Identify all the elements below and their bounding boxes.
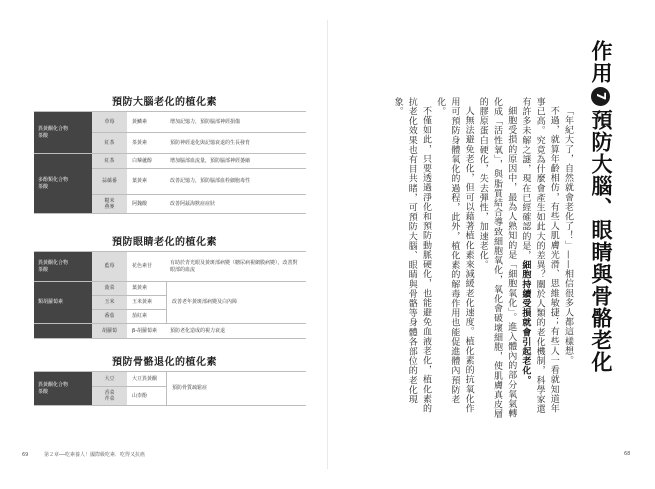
heading-text: 預防大腦、眼睛與骨骼老化 xyxy=(589,109,613,373)
section-title-eye: 預防眼睛老化的植化素 xyxy=(112,237,217,248)
cell-compound: 玉米黃素 xyxy=(132,299,153,306)
table-row xyxy=(92,154,306,169)
left-page-footer xyxy=(22,451,145,458)
cell-compound: 阿魏酸 xyxy=(132,200,148,207)
paragraph: 人無法避免老化，但可以藉著植化素來減緩老化速度。植化素的抗氧化作用可預防身體氧化的過程，此外，植化素的解毒作用也能促進體內預防老化。 xyxy=(435,97,474,414)
page-gutter xyxy=(327,20,328,469)
paragraph: 不僅如此，只要透過淨化和預防動脈硬化，也能避免血液老化，植化素的抗老化效果也有目共睹，可預防大腦、眼睛與骨骼等身體各部位的老化現象。 xyxy=(392,97,431,414)
table-row xyxy=(92,195,306,214)
table-row xyxy=(92,310,166,324)
table-row xyxy=(92,252,306,282)
cell-compound: 茶黃素 xyxy=(132,139,148,146)
running-footer: 第２章──吃素養人！國際級吃素．吃得又抗癌 xyxy=(43,452,145,458)
group-label: 多酚類化合物 茶酸 xyxy=(34,154,92,214)
table-row xyxy=(92,169,306,195)
table-bone xyxy=(34,371,306,406)
heading-prefix: 作用 xyxy=(589,40,613,84)
cell-effect-shared: 預防骨質疏鬆症 xyxy=(166,372,306,406)
cell-compound: 花色素苷 xyxy=(132,263,153,270)
cell-compound: 茄紅素 xyxy=(132,313,148,320)
table-eye xyxy=(34,251,306,339)
cell-compound: 葉黃素 xyxy=(132,178,148,185)
section-title-brain: 預防大腦老化的植化素 xyxy=(112,97,217,108)
cell-source: 番茄 xyxy=(92,310,128,323)
page-number-right: 68 xyxy=(624,451,631,457)
page-number-left: 69 xyxy=(22,452,29,458)
group-label: 類胡蘿蔔素 xyxy=(34,282,92,324)
cell-source: 香菜 芹菜 xyxy=(92,387,128,405)
cell-source: 玉米 xyxy=(92,296,128,309)
cell-compound: 山柰酚 xyxy=(132,392,148,399)
cell-effect: 預防老化造成的視力衰退 xyxy=(170,327,226,334)
cell-source: 菠菜 xyxy=(92,282,128,295)
group-label: 異黃酮化合物 茶酸 xyxy=(34,372,92,406)
group-label: 異黃酮化合物 茶酸 xyxy=(34,252,92,282)
table-row xyxy=(92,324,306,339)
cell-compound: 黃鱗素 xyxy=(132,118,148,125)
table-group xyxy=(34,251,306,282)
table-group xyxy=(34,324,306,339)
cell-source: 糙米 燕麥 xyxy=(92,195,128,213)
cell-source: 大豆 xyxy=(92,372,128,386)
chapter-heading xyxy=(590,40,611,380)
cell-source: 紅茶 xyxy=(92,133,128,153)
paragraph: 「年紀大了，自然就會老化了！」——相信很多人都這樣想。 xyxy=(563,106,573,366)
cell-compound: β-胡蘿蔔素 xyxy=(132,327,157,334)
cell-compound: 大豆異黃酮 xyxy=(132,375,158,382)
cell-effect: 增加腦部血流量，預防腦部神經萎縮 xyxy=(170,157,251,164)
table-group xyxy=(34,371,306,406)
table-row xyxy=(92,282,166,296)
cell-source: 胡蘿蔔 xyxy=(92,324,128,338)
cell-compound: 白藜蘆醇 xyxy=(132,157,153,164)
cell-effect: 預防神經退化與記憶衰退的生長發育 xyxy=(170,139,251,146)
table-row xyxy=(92,296,166,310)
section-title-bone: 預防骨骼退化的植化素 xyxy=(112,357,217,368)
table-row xyxy=(92,133,306,154)
cell-source: 草莓 xyxy=(92,112,128,132)
table-group xyxy=(34,282,306,324)
cell-source: 藍莓 xyxy=(92,252,128,281)
paragraph: 細胞受損的原因中，最為人熟知的是「細胞氧化」。進入體內的部分氧氣轉化成「活性氧」，與脂質結合導致細胞氧化，氧化會破壞細胞，使肌膚真皮層的膠原蛋白硬化，失去彈性，加速老化。 xyxy=(477,97,517,419)
cell-effect: 有助於青光眼及黃斑部病變（糖尿病視網膜病變），改善對眼部的血流 xyxy=(170,260,298,273)
cell-source: 蒜蘊番 xyxy=(92,169,128,194)
cell-effect-shared: 改善老年黃斑部病變及白內障 xyxy=(166,282,306,324)
table-group xyxy=(34,111,306,154)
cell-effect: 改善記憶力，預防腦部血栓細胞毒性 xyxy=(170,178,251,185)
table-row xyxy=(92,112,306,133)
heading-number-badge: 7 xyxy=(591,87,610,106)
emphasis-text: 細胞持續受損就會引起老化。 xyxy=(520,260,531,386)
cell-source: 紅茶 xyxy=(92,154,128,168)
group-label xyxy=(34,324,92,339)
table-brain xyxy=(34,111,306,214)
paragraph: 不過，就算年齡相仿，有些人肌膚光滑、思維敏捷；有些人一看就知道年事已高。究竟為什麼會產生如此大的差異？關於人類的老化機制，科學家還有許多未解之謎，現在已經確認的是，細胞持續受損就會引起老化。 xyxy=(520,97,559,414)
group-label: 異黃酮化合物 茶酸 xyxy=(34,112,92,154)
table-row xyxy=(92,372,166,387)
cell-effect: 增加記憶力，預防腦部神經損傷 xyxy=(170,118,241,125)
table-group xyxy=(34,154,306,214)
table-row xyxy=(92,387,166,406)
body-text xyxy=(370,97,575,419)
cell-effect: 改善阿茲海默症症狀 xyxy=(170,200,216,207)
cell-compound: 葉黃素 xyxy=(132,285,148,292)
